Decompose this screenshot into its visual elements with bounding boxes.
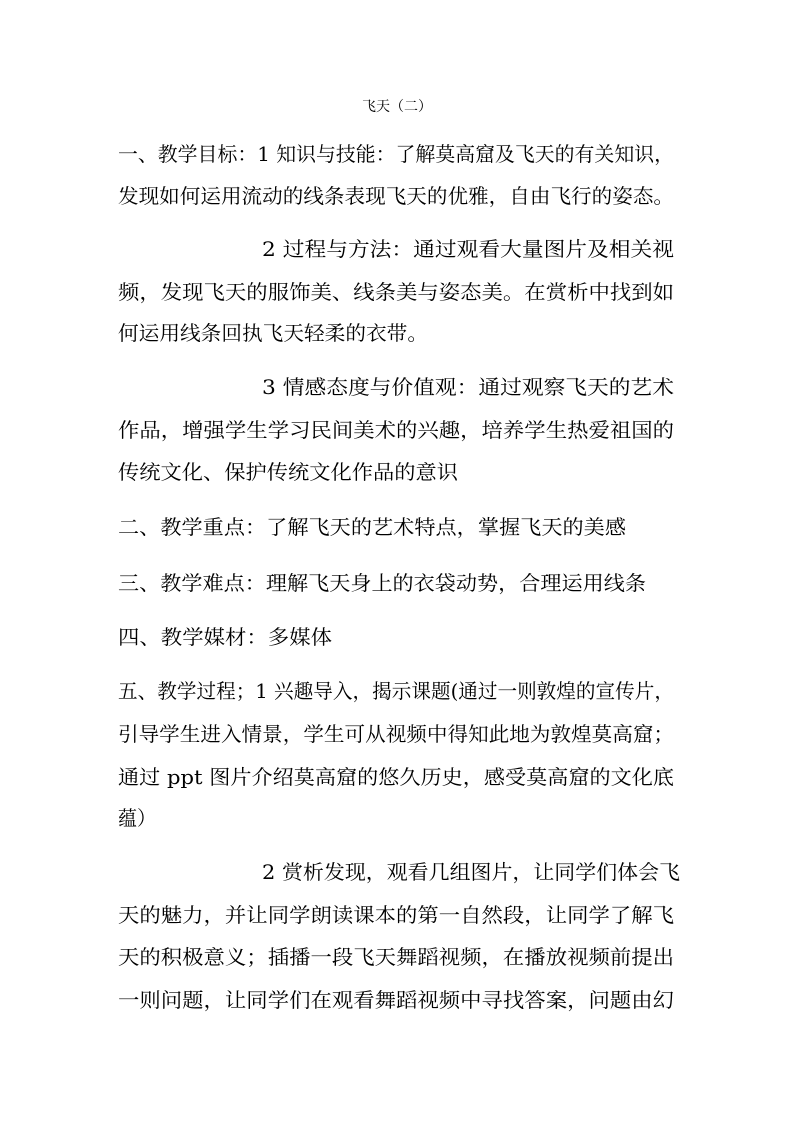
objective-process-line [118, 278, 674, 306]
text-line: 五、教学过程；1 兴趣导入，揭示课题(通过一则敦煌的宣传片， [118, 679, 674, 703]
difficulties-line [118, 569, 646, 597]
process-line [118, 804, 158, 832]
text-line: 引导学生进入情景，学生可从视频中得知此地为敦煌莫高窟； [118, 722, 674, 746]
text-line: 何运用线条回执飞天轻柔的衣带。 [118, 321, 428, 345]
media-line [118, 623, 332, 651]
text-line: 蕴） [118, 806, 156, 830]
text-line: 三、教学难点：理解飞天身上的衣袋动势，合理运用线条 [118, 571, 646, 595]
appreciation-line [262, 858, 680, 886]
text-line: 天的魅力，并让同学朗读课本的第一自然段，让同学了解飞 [118, 903, 674, 927]
key-points-line [118, 513, 626, 541]
text-line: 作品，增强学生学习民间美术的兴趣，培养学生热爱祖国的 [118, 418, 674, 442]
text-line: 一则问题，让同学们在观看舞蹈视频中寻找答案，问题由幻 [118, 988, 674, 1012]
objective-process-line [118, 319, 428, 347]
document-title: 飞天（二） [362, 99, 432, 115]
process-line [118, 720, 674, 748]
objective-emotion-line [118, 458, 458, 486]
objective-process-line [262, 235, 674, 263]
text-line: 天的积极意义；插播一段飞天舞蹈视频，在播放视频前提出 [118, 945, 674, 969]
objective-knowledge-line [118, 182, 674, 210]
text-line: 通过 ppt 图片介绍莫高窟的悠久历史，感受莫高窟的文化底 [118, 765, 674, 789]
text-line: 一、教学目标：1 知识与技能：了解莫高窟及飞天的有关知识， [118, 142, 674, 166]
objective-emotion-line [118, 416, 674, 444]
text-line: 传统文化、保护传统文化作品的意识 [118, 460, 458, 484]
appreciation-line [118, 901, 674, 929]
objective-emotion-line [262, 373, 674, 401]
appreciation-line [118, 943, 674, 971]
objective-heading-line [118, 140, 677, 168]
process-line [118, 763, 674, 791]
text-line: 二、教学重点：了解飞天的艺术特点，掌握飞天的美感 [118, 515, 626, 539]
text-line: 发现如何运用流动的线条表现飞天的优雅，自由飞行的姿态。 [118, 184, 674, 208]
text-line: 2 过程与方法：通过观看大量图片及相关视 [262, 237, 674, 261]
text-line: 四、教学媒材：多媒体 [118, 625, 332, 649]
text-line: 频，发现飞天的服饰美、线条美与姿态美。在赏析中找到如 [118, 280, 674, 304]
text-line: 2 赏析发现，观看几组图片，让同学们体会飞 [262, 860, 680, 884]
appreciation-line [118, 986, 674, 1014]
text-line: 3 情感态度与价值观：通过观察飞天的艺术 [262, 375, 674, 399]
process-heading-line [118, 677, 685, 705]
